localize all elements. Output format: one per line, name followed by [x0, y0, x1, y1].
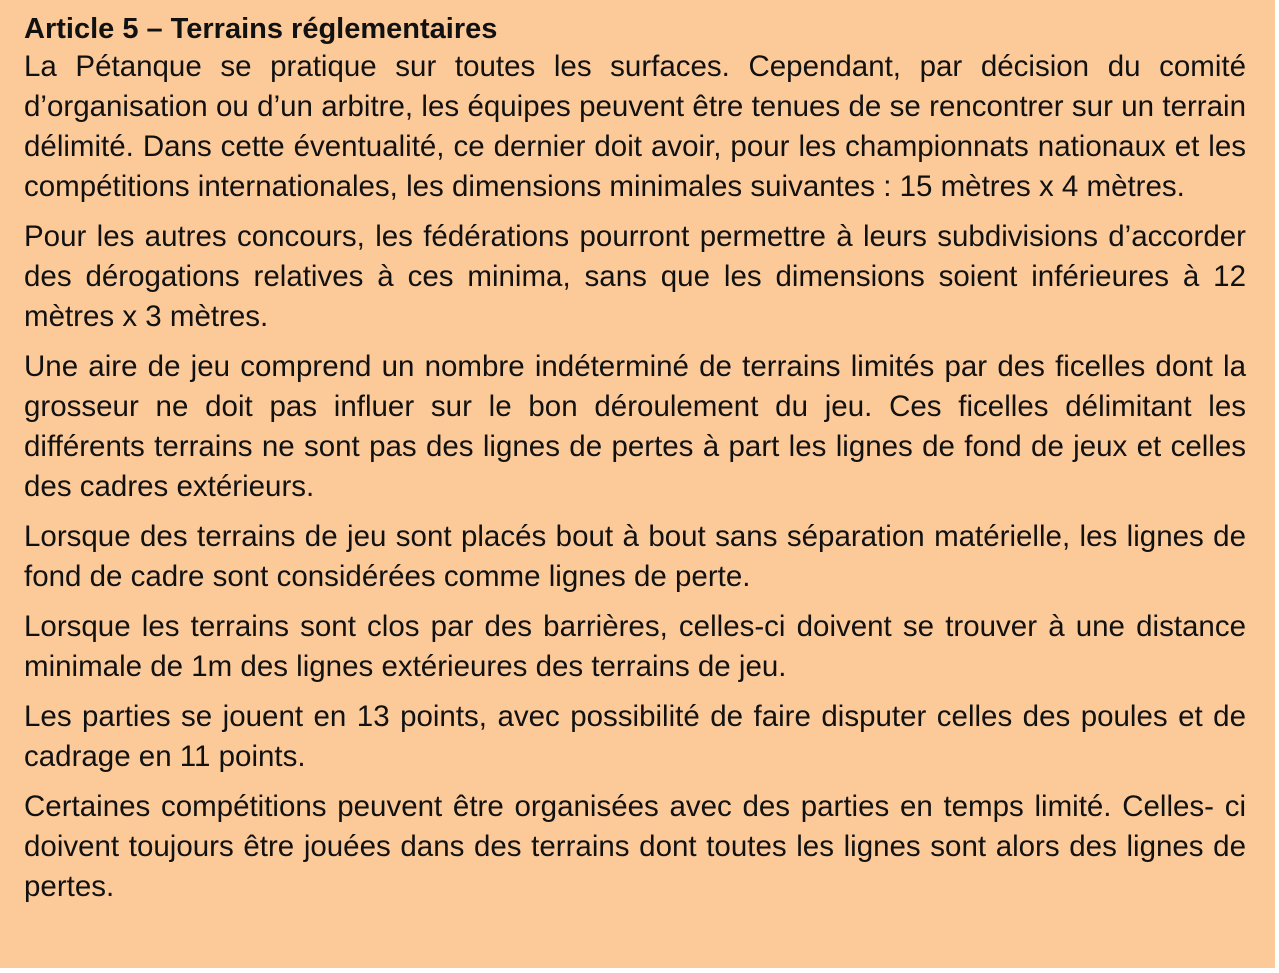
- paragraph-surfaces: La Pétanque se pratique sur toutes les surfaces. Cependant, par décision du comité d’organisation ou d’un arbitre, les équipes peuvent être tenues de se rencontrer sur un terrain délimité. Dans cette éventualité, ce dernier doit avoir, pour les championnats nationaux et les compétitions internationales, les dimensions minimales suivantes : 15 mètres x 4 mètres.: [24, 50, 1246, 203]
- paragraph-points: Les parties se jouent en 13 points, avec possibilité de faire disputer celles des poules et de cadrage en 11 points.: [24, 700, 1246, 773]
- paragraph-aire-de-jeu: Une aire de jeu comprend un nombre indéterminé de terrains limités par des ficelles dont la grosseur ne doit pas influer sur le bon déroulement du jeu. Ces ficelles délimitant les différents terrains ne sont pas des lignes de pertes à part les lignes de fond de jeux et celles des cadres extérieurs.: [24, 350, 1246, 503]
- paragraph-temps-limite: Certaines compétitions peuvent être organisées avec des parties en temps limité. Celles- ci doivent toujours être jouées dans des terrains dont toutes les lignes sont alors des lignes de pertes.: [24, 790, 1246, 903]
- paragraph-barrieres: Lorsque les terrains sont clos par des barrières, celles-ci doivent se trouver à une distance minimale de 1m des lignes extérieures des terrains de jeu.: [24, 610, 1246, 683]
- paragraph-derogations: Pour les autres concours, les fédérations pourront permettre à leurs subdivisions d’accorder des dérogations relatives à ces minima, sans que les dimensions soient inférieures à 12 mètres x 3 mètres.: [24, 220, 1246, 333]
- article-title: Article 5 – Terrains réglementaires: [24, 13, 498, 45]
- paragraph-bout-a-bout: Lorsque des terrains de jeu sont placés bout à bout sans séparation matérielle, les lignes de fond de cadre sont considérées comme lignes de perte.: [24, 520, 1246, 593]
